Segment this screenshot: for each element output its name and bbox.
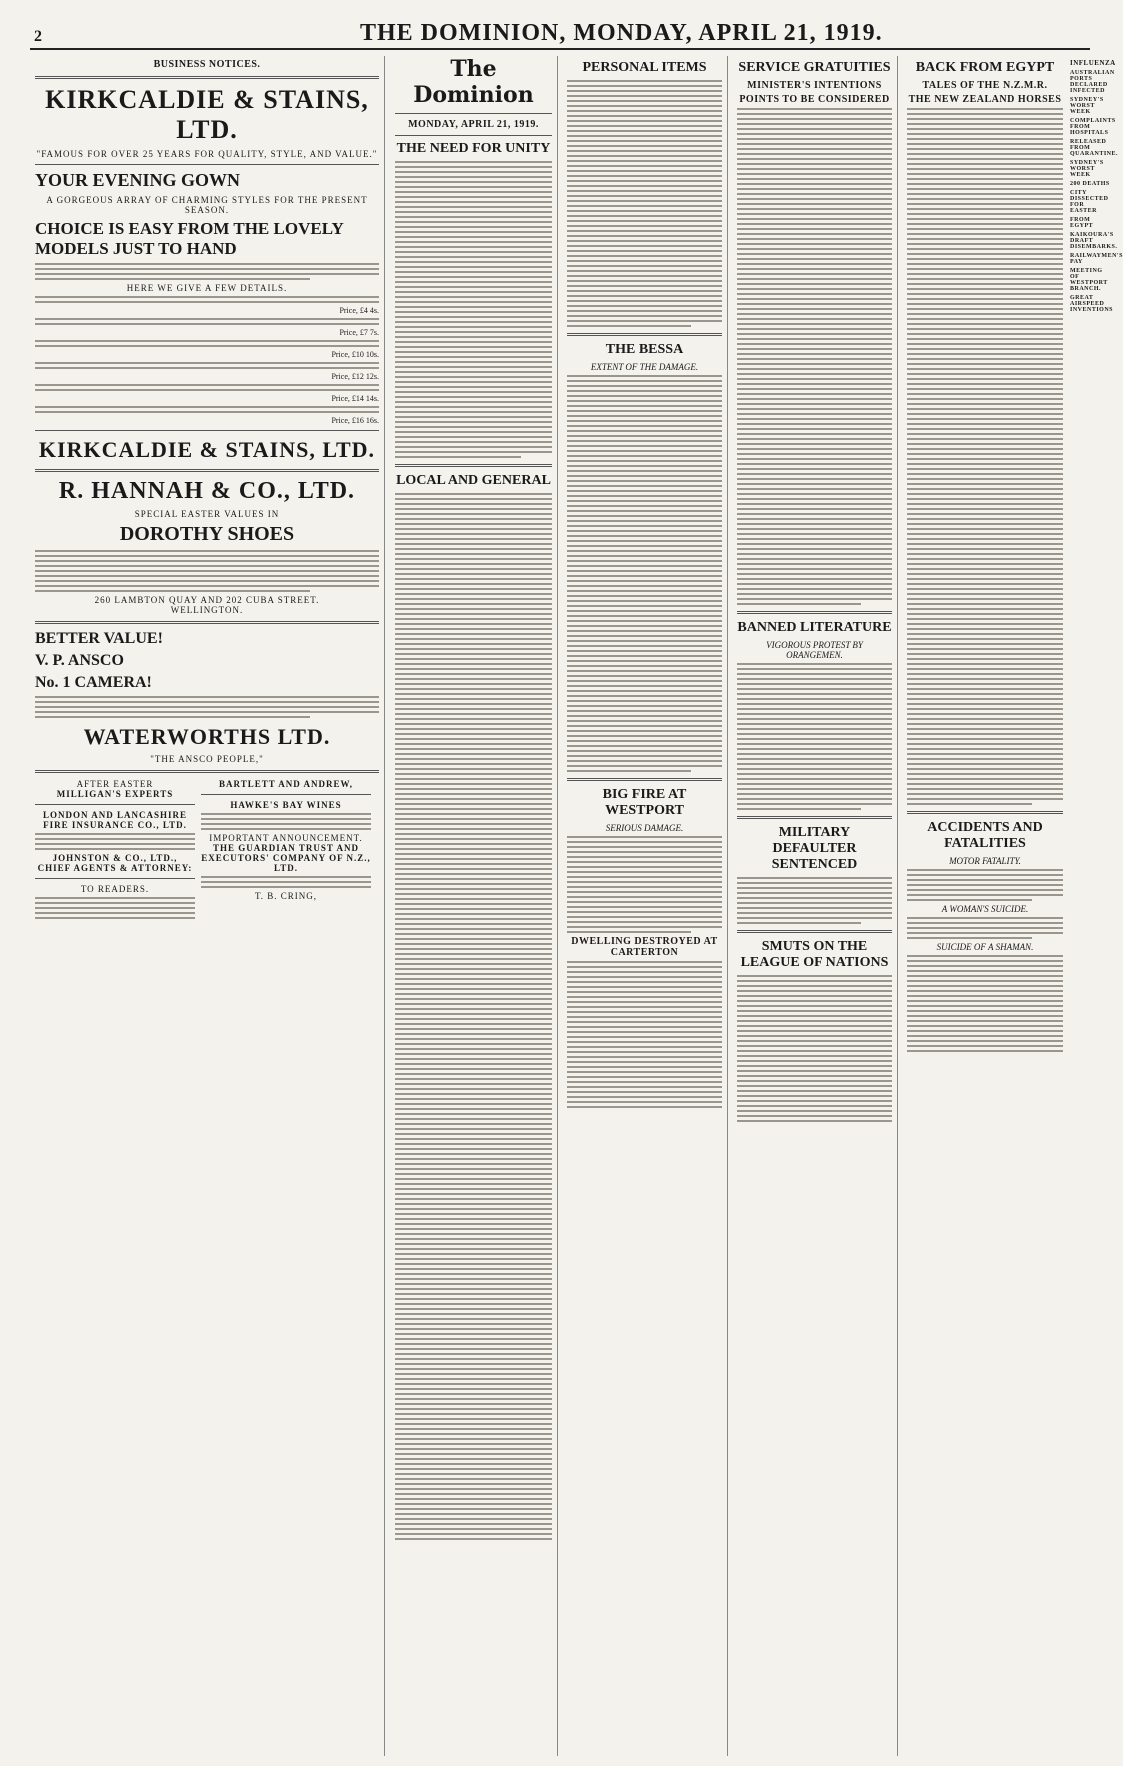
egypt-sub: TALES OF THE N.Z.M.R. [922,80,1048,91]
released-quarantine: RELEASED FROM QUARANTINE. [1070,139,1119,157]
ports-infected: AUSTRALIAN PORTS DECLARED INFECTED [1070,70,1115,94]
gratuities-heading: SERVICE GRATUITIES [738,60,891,75]
smuts-heading: SMUTS ON THE LEAGUE OF NATIONS [740,939,889,970]
kirkcaldie-tagline: "FAMOUS FOR OVER 25 YEARS FOR QUALITY, STYLE, AND VALUE." [36,149,378,159]
editorial-column [390,56,558,1756]
motor-fatality: MOTOR FATALITY. [949,856,1021,866]
minister-intentions: MINISTER'S INTENTIONS [747,80,882,91]
dateline: MONDAY, APRIL 21, 1919. [408,119,539,130]
hawkes-wines: HAWKE'S BAY WINES [230,800,342,810]
hannah-sub: SPECIAL EASTER VALUES IN [134,509,280,519]
ansco-heading: V. P. ANSCO [35,652,124,669]
price-4: Price, £12 12s. [331,372,379,381]
cring: T. B. CRING, [254,891,318,901]
dwelling-heading: DWELLING DESTROYED AT CARTERTON [571,936,718,958]
paper-title: The Dominion [413,56,534,108]
important-announcement: IMPORTANT ANNOUNCEMENT. [209,833,363,843]
news-column-5 [902,56,1068,1756]
kirkcaldie-ad-title: KIRKCALDIE & STAINS, LTD. [45,85,369,144]
news-column-3 [562,56,728,1756]
military-heading: MILITARY DEFAULTER SENTENCED [771,825,858,872]
guardian-trust: THE GUARDIAN TRUST AND EXECUTORS' COMPANY OF N.Z., LTD. [201,843,371,873]
to-readers: TO READERS. [80,884,150,894]
leader-heading: THE NEED FOR UNITY [396,141,551,156]
kaikoura: KAIKOURA'S DRAFT DISEMBARKS. [1070,232,1118,250]
price-6: Price, £16 16s. [331,416,379,425]
bessa-sub: EXTENT OF THE DAMAGE. [590,362,699,372]
choice-heading: CHOICE IS EASY FROM THE LOVELY MODELS JUST TO HAND [35,219,344,258]
column-6-strip [1070,56,1123,1756]
page-number: 2 [34,28,42,45]
nz-horses: THE NEW ZEALAND HORSES [908,94,1062,105]
bessa-heading: THE BESSA [605,342,684,357]
price-1: Price, £4 4s. [339,306,379,315]
banned-heading: BANNED LITERATURE [737,620,892,635]
womans-suicide: A WOMAN'S SUICIDE. [941,904,1029,914]
westport-fire-heading: BIG FIRE AT WESTPORT [602,787,687,818]
london-lancashire: LONDON AND LANCASHIRE FIRE INSURANCE CO., LTD. [42,810,188,830]
influenza-heading: INFLUENZA [1070,59,1116,67]
kirkcaldie-footer: KIRKCALDIE & STAINS, LTD. [38,437,376,462]
deaths-count: 200 DEATHS [1070,181,1110,187]
camera-heading: No. 1 CAMERA! [35,674,152,691]
after-easter: AFTER EASTER [76,779,154,789]
price-3: Price, £10 10s. [331,350,379,359]
from-egypt: FROM EGYPT [1070,217,1094,229]
few-details-label: HERE WE GIVE A FEW DETAILS. [126,283,288,293]
bartlett: BARTLETT AND ANDREW, [219,779,353,789]
airspeed: GREAT AIRSPEED INVENTIONS [1070,295,1114,313]
waterworths-title: WATERWORTHS LTD. [83,724,331,749]
chief-agents: CHIEF AGENTS & ATTORNEY: [37,863,193,873]
evening-gown-sub: A GORGEOUS ARRAY OF CHARMING STYLES FOR THE PRESENT SEASON. [46,195,368,215]
personal-items-heading: PERSONAL ITEMS [582,60,707,75]
banned-sub: VIGOROUS PROTEST BY ORANGEMEN. [766,640,863,660]
price-5: Price, £14 14s. [331,394,379,403]
railwaymen: RAILWAYMEN'S PAY [1070,253,1123,265]
westport-meeting: MEETING OF WESTPORT BRANCH. [1070,268,1108,292]
price-2: Price, £7 7s. [339,328,379,337]
complaints: COMPLAINTS FROM HOSPITALS [1070,118,1116,136]
business-notices-heading: BUSINESS NOTICES. [153,59,261,70]
hannah-title: R. HANNAH & CO., LTD. [58,478,356,504]
better-value: BETTER VALUE! [35,630,163,647]
evening-gown-heading: YOUR EVENING GOWN [35,170,241,190]
city-closed: CITY DISSECTED FOR EASTER [1070,190,1109,214]
johnston: JOHNSTON & CO., LTD., [52,853,178,863]
egypt-heading: BACK FROM EGYPT [915,60,1055,75]
advertisements-column [30,56,385,1756]
hannah-wellington: WELLINGTON. [170,605,244,615]
masthead-title: THE DOMINION, MONDAY, APRIL 21, 1919. [360,20,883,46]
hannah-address: 260 LAMBTON QUAY AND 202 CUBA STREET. [94,595,320,605]
ansco-people: "THE ANSCO PEOPLE," [150,754,264,764]
news-column-4 [732,56,898,1756]
sydney-worst-week-2: SYDNEY'S WORST WEEK [1070,160,1104,178]
local-general-heading: LOCAL AND GENERAL [396,473,551,488]
shaman-suicide: SUICIDE OF A SHAMAN. [936,942,1034,952]
westport-fire-sub: SERIOUS DAMAGE. [605,823,684,833]
points-considered: POINTS TO BE CONSIDERED [739,94,890,105]
sydney-worst-week: SYDNEY'S WORST WEEK [1070,97,1104,115]
dorothy-shoes: DOROTHY SHOES [119,523,295,545]
accidents-heading: ACCIDENTS AND FATALITIES [927,820,1043,851]
milligans: MILLIGAN'S EXPERTS [56,789,174,799]
masthead [30,14,1090,50]
